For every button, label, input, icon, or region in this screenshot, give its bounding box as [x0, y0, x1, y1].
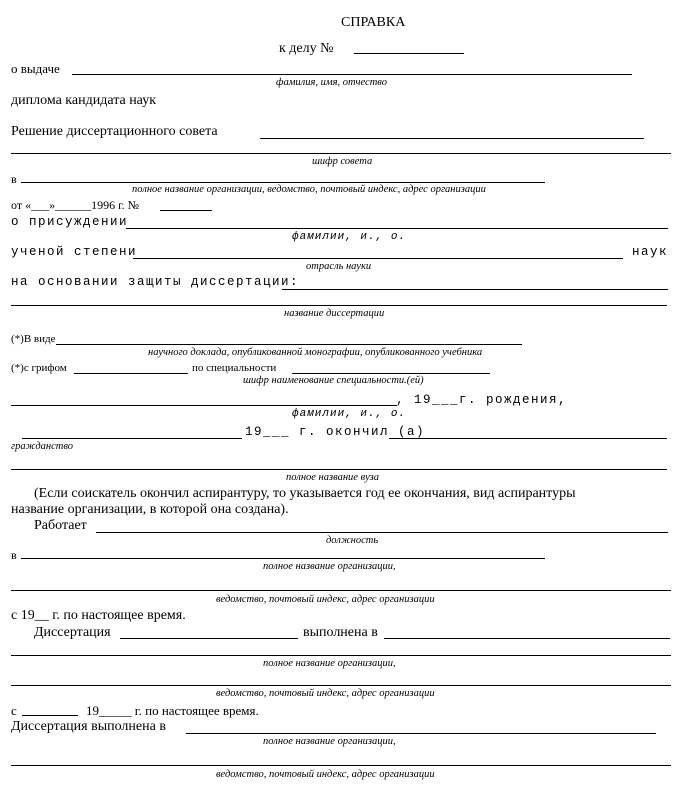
- in-label-2: в: [11, 548, 17, 562]
- citizenship-field[interactable]: [22, 438, 242, 439]
- org-full-field-1[interactable]: [21, 182, 545, 183]
- caption-fio: фамилия, имя, отчество: [276, 77, 387, 88]
- note-line-1: (Если соискатель окончил аспирантуру, то указывается год ее окончания, вид аспирантуры: [34, 486, 576, 501]
- org-addr-field-2[interactable]: [11, 685, 671, 686]
- sciences-text: наук: [632, 245, 669, 259]
- done-in-label: выполнена в: [303, 625, 378, 640]
- caption-org-full-1: полное название организации, ведомство, почтовый индекс, адрес организации: [132, 184, 486, 195]
- decision-field[interactable]: [260, 138, 644, 139]
- branch-field[interactable]: [133, 258, 623, 259]
- form-field[interactable]: [56, 344, 522, 345]
- org-name-field-1[interactable]: [21, 558, 545, 559]
- caption-university: полное название вуза: [286, 472, 380, 483]
- award-surname-field[interactable]: [126, 228, 668, 229]
- award-label: о присуждении: [11, 215, 129, 229]
- diss-done-in-field[interactable]: [186, 733, 656, 734]
- graduated-field[interactable]: [389, 438, 667, 439]
- specialty-field[interactable]: [292, 373, 490, 374]
- stamp-label: (*)с грифом: [11, 362, 67, 374]
- since-2-field[interactable]: [22, 715, 78, 716]
- in-form-label: (*)В виде: [11, 333, 56, 345]
- caption-org-name-2: полное название организации,: [263, 658, 396, 669]
- graduated-text: 19___ г. окончил (а): [245, 425, 426, 439]
- caption-org-addr-2: ведомство, почтовый индекс, адрес организации: [216, 688, 435, 699]
- diss-title-field-1[interactable]: [282, 289, 668, 290]
- org-addr-field-1[interactable]: [11, 590, 671, 591]
- document-title: СПРАВКА: [341, 15, 406, 30]
- caption-org-name-3: полное название организации,: [263, 736, 396, 747]
- issue-label: о выдаче: [11, 61, 60, 76]
- caption-branch: отрасль науки: [306, 261, 372, 272]
- from-date: от «___»______1996 г. №: [11, 198, 140, 212]
- university-field[interactable]: [11, 469, 667, 470]
- diss-done-in-label: Диссертация выполнена в: [11, 719, 166, 734]
- org-addr-field-3[interactable]: [11, 765, 671, 766]
- diss-label: Диссертация: [34, 625, 111, 640]
- since-until-now-1: с 19__ г. по настоящее время.: [11, 608, 186, 623]
- stamp-field[interactable]: [74, 373, 188, 374]
- works-label: Работает: [34, 518, 87, 533]
- note-line-2: название организации, в которой она создана).: [11, 502, 289, 517]
- council-code-field[interactable]: [11, 153, 671, 154]
- caption-surname-2: фамилии, и., о.: [292, 408, 407, 420]
- birth-year: , 19___г. рождения,: [396, 393, 568, 407]
- decision-number-field[interactable]: [160, 210, 212, 211]
- caption-diss-title: название диссертации: [284, 308, 385, 319]
- caption-org-name-1: полное название организации,: [263, 561, 396, 572]
- fio-field[interactable]: [72, 74, 632, 75]
- in-label-1: в: [11, 172, 17, 186]
- caption-org-addr-1: ведомство, почтовый индекс, адрес организации: [216, 594, 435, 605]
- caption-council-code: шифр совета: [312, 156, 373, 167]
- since-2-mid: 19_____ г. по настоящее время.: [86, 703, 259, 718]
- position-field[interactable]: [96, 532, 668, 533]
- caption-position: должность: [326, 535, 379, 546]
- basis-label: на основании защиты диссертации:: [11, 275, 300, 289]
- done-in-field[interactable]: [384, 638, 670, 639]
- diploma-text: диплома кандидата наук: [11, 93, 156, 108]
- surname-field-2[interactable]: [11, 405, 397, 406]
- diss-title-field-2[interactable]: [11, 305, 667, 306]
- degree-label: ученой степени: [11, 245, 138, 259]
- caption-citizenship: гражданство: [11, 441, 74, 452]
- caption-form: научного доклада, опубликованной монографии, опубликованного учебника: [148, 347, 483, 358]
- caption-org-addr-3: ведомство, почтовый индекс, адрес организации: [216, 769, 435, 780]
- decision-label: Решение диссертационного совета: [11, 124, 218, 139]
- since-2-prefix: с: [11, 703, 17, 718]
- case-number-field[interactable]: [354, 53, 464, 54]
- diss-field[interactable]: [120, 638, 298, 639]
- org-name-field-2[interactable]: [11, 655, 671, 656]
- caption-specialty: шифр наименование специальности.(ей): [243, 375, 424, 386]
- caption-surname-1: фамилии, и., о.: [292, 231, 407, 243]
- specialty-label: по специальности: [192, 362, 277, 374]
- case-label: к делу №: [279, 41, 334, 56]
